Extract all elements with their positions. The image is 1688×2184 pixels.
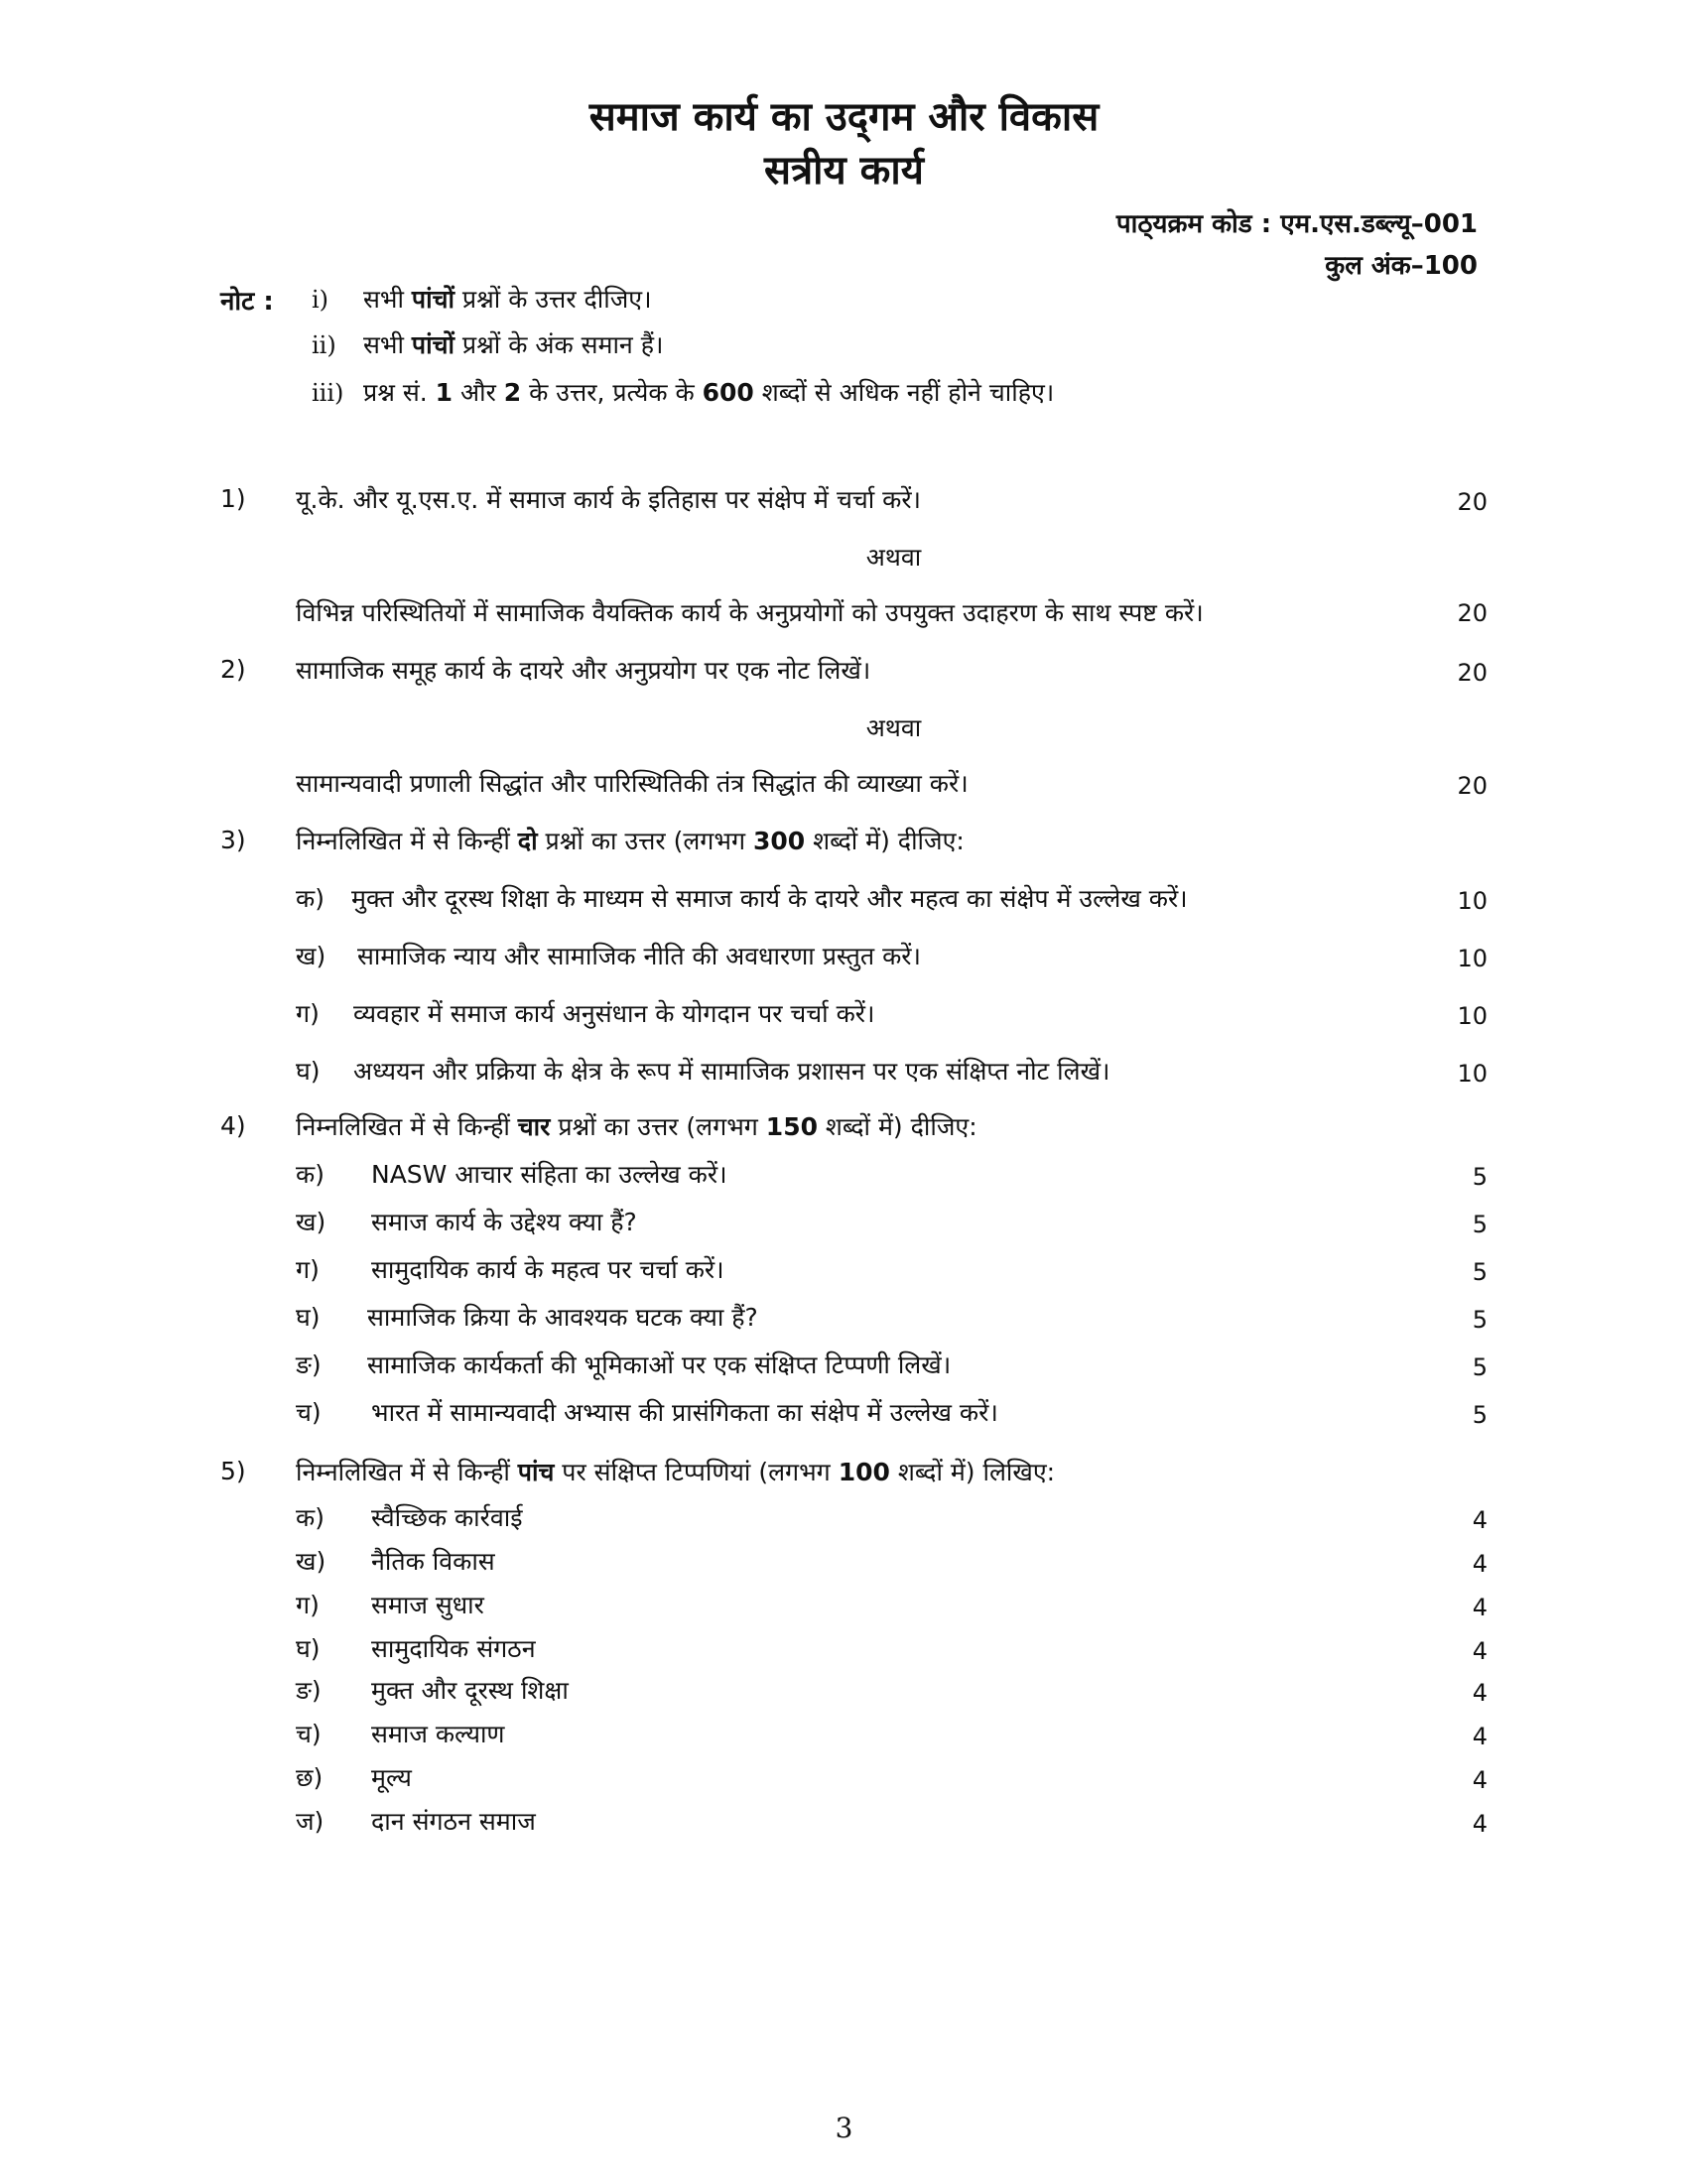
subquestion-marks: 5 <box>1472 1163 1488 1191</box>
question-number: 2) <box>220 655 246 684</box>
total-marks: कुल अंक–100 <box>1325 251 1478 281</box>
subquestion-label: ख) <box>296 1547 326 1576</box>
question-marks: 20 <box>1457 599 1488 627</box>
subquestion-marks: 4 <box>1472 1766 1488 1794</box>
subquestion-text: समाज कल्याण <box>371 1720 505 1748</box>
subquestion-label: क) <box>296 1503 325 1532</box>
note-label: नोट : <box>220 287 274 317</box>
question-text: निम्नलिखित में से किन्हीं पांच पर संक्षिप्त टिप्पणियां (लगभग 100 शब्दों में) लिखिए: <box>296 1458 1056 1486</box>
subquestion-marks: 4 <box>1472 1723 1488 1750</box>
question-marks: 20 <box>1457 488 1488 516</box>
subquestion-label: ख) <box>296 1208 326 1236</box>
subquestion-text: सामाजिक कार्यकर्ता की भूमिकाओं पर एक संक्षिप्त टिप्पणी लिखें। <box>367 1350 952 1379</box>
note-item: सभी पांचों प्रश्नों के अंक समान हैं। <box>363 330 664 359</box>
subquestion-label: ग) <box>296 1591 320 1619</box>
subquestion-label: ङ) <box>296 1350 322 1379</box>
question-text: निम्नलिखित में से किन्हीं दो प्रश्नों का उत्तर (लगभग 300 शब्दों में) दीजिए: <box>296 827 965 855</box>
subquestion-marks: 4 <box>1472 1810 1488 1838</box>
subquestion-text: समाज सुधार <box>371 1591 484 1619</box>
question-alt-text: सामान्यवादी प्रणाली सिद्धांत और पारिस्थितिकी तंत्र सिद्धांत की व्याख्या करें। <box>296 769 969 798</box>
subquestion-marks: 5 <box>1472 1401 1488 1429</box>
note-item-number: ii) <box>312 331 336 359</box>
subquestion-label: घ) <box>296 1303 321 1332</box>
subquestion-label: छ) <box>296 1763 324 1792</box>
subquestion-label: क) <box>296 884 325 913</box>
subquestion-text: मुक्त और दूरस्थ शिक्षा के माध्यम से समाज कार्य के दायरे और महत्व का संक्षेप में उल्लेख करें। <box>351 884 1188 913</box>
subquestion-marks: 10 <box>1457 945 1488 972</box>
subquestion-marks: 10 <box>1457 1060 1488 1088</box>
subquestion-text: भारत में सामान्यवादी अभ्यास की प्रासंगिकता का संक्षेप में उल्लेख करें। <box>371 1398 998 1427</box>
or-separator: अथवा <box>865 713 922 742</box>
question-marks: 20 <box>1457 772 1488 800</box>
question-text: निम्नलिखित में से किन्हीं चार प्रश्नों का उत्तर (लगभग 150 शब्दों में) दीजिए: <box>296 1112 977 1141</box>
document-title: समाज कार्य का उद्‌गम और विकास <box>588 94 1100 140</box>
subquestion-marks: 5 <box>1472 1258 1488 1286</box>
subquestion-text: सामुदायिक संगठन <box>371 1634 536 1663</box>
subquestion-text: सामाजिक न्याय और सामाजिक नीति की अवधारणा प्रस्तुत करें। <box>357 942 922 970</box>
subquestion-text: सामाजिक क्रिया के आवश्यक घटक क्या हैं? <box>367 1303 758 1332</box>
subquestion-text: स्वैच्छिक कार्रवाई <box>371 1503 523 1532</box>
subquestion-label: च) <box>296 1720 322 1748</box>
subquestion-marks: 4 <box>1472 1506 1488 1534</box>
subquestion-label: ज) <box>296 1807 325 1836</box>
question-number: 1) <box>220 484 246 513</box>
subquestion-marks: 4 <box>1472 1550 1488 1578</box>
course-code: पाठ्‌यक्रम कोड : एम.एस.डब्ल्यू–001 <box>1115 209 1478 239</box>
subquestion-text: व्यवहार में समाज कार्य अनुसंधान के योगदान पर चर्चा करें। <box>353 999 875 1028</box>
note-item-number: i) <box>312 286 329 314</box>
subquestion-text: NASW आचार संहिता का उल्लेख करें। <box>371 1160 727 1189</box>
question-text: यू.के. और यू.एस.ए. में समाज कार्य के इतिहास पर संक्षेप में चर्चा करें। <box>296 485 922 514</box>
subquestion-label: क) <box>296 1160 325 1189</box>
note-item-number: iii) <box>312 379 344 407</box>
or-separator: अथवा <box>865 543 922 572</box>
subquestion-text: नैतिक विकास <box>371 1547 495 1576</box>
note-item: सभी पांचों प्रश्नों के उत्तर दीजिए। <box>363 285 652 314</box>
subquestion-text: दान संगठन समाज <box>371 1807 536 1836</box>
question-alt-text: विभिन्न परिस्थितियों में सामाजिक वैयक्तिक कार्य के अनुप्रयोगों को उपयुक्त उदाहरण के साथ स्पष्ट करें। <box>296 598 1204 627</box>
subquestion-text: समाज कार्य के उद्देश्य क्या हैं? <box>371 1208 637 1236</box>
document-subtitle: सत्रीय कार्य <box>764 148 924 193</box>
subquestion-text: मुक्त और दूरस्थ शिक्षा <box>371 1676 569 1705</box>
subquestion-marks: 10 <box>1457 887 1488 915</box>
subquestion-label: ख) <box>296 942 326 970</box>
subquestion-marks: 10 <box>1457 1002 1488 1030</box>
subquestion-marks: 5 <box>1472 1353 1488 1381</box>
subquestion-label: ग) <box>296 999 320 1028</box>
subquestion-label: घ) <box>296 1634 321 1663</box>
subquestion-marks: 5 <box>1472 1306 1488 1334</box>
question-marks: 20 <box>1457 659 1488 687</box>
subquestion-label: ङ) <box>296 1676 322 1705</box>
question-number: 4) <box>220 1111 246 1140</box>
subquestion-label: ग) <box>296 1255 320 1284</box>
subquestion-marks: 4 <box>1472 1679 1488 1707</box>
question-number: 3) <box>220 826 246 854</box>
subquestion-label: घ) <box>296 1057 321 1086</box>
subquestion-marks: 4 <box>1472 1594 1488 1621</box>
subquestion-text: अध्ययन और प्रक्रिया के क्षेत्र के रूप में सामाजिक प्रशासन पर एक संक्षिप्त नोट लिखें। <box>353 1057 1110 1086</box>
subquestion-marks: 4 <box>1472 1637 1488 1665</box>
note-item: प्रश्न सं. 1 और 2 के उत्तर, प्रत्येक के 600 शब्दों से अधिक नहीं होने चाहिए। <box>363 378 1055 407</box>
subquestion-marks: 5 <box>1472 1211 1488 1238</box>
question-number: 5) <box>220 1457 246 1485</box>
page-number: 3 <box>835 2112 853 2144</box>
subquestion-label: च) <box>296 1398 322 1427</box>
subquestion-text: सामुदायिक कार्य के महत्व पर चर्चा करें। <box>371 1255 724 1284</box>
subquestion-text: मूल्य <box>371 1763 412 1792</box>
question-text: सामाजिक समूह कार्य के दायरे और अनुप्रयोग पर एक नोट लिखें। <box>296 656 871 685</box>
